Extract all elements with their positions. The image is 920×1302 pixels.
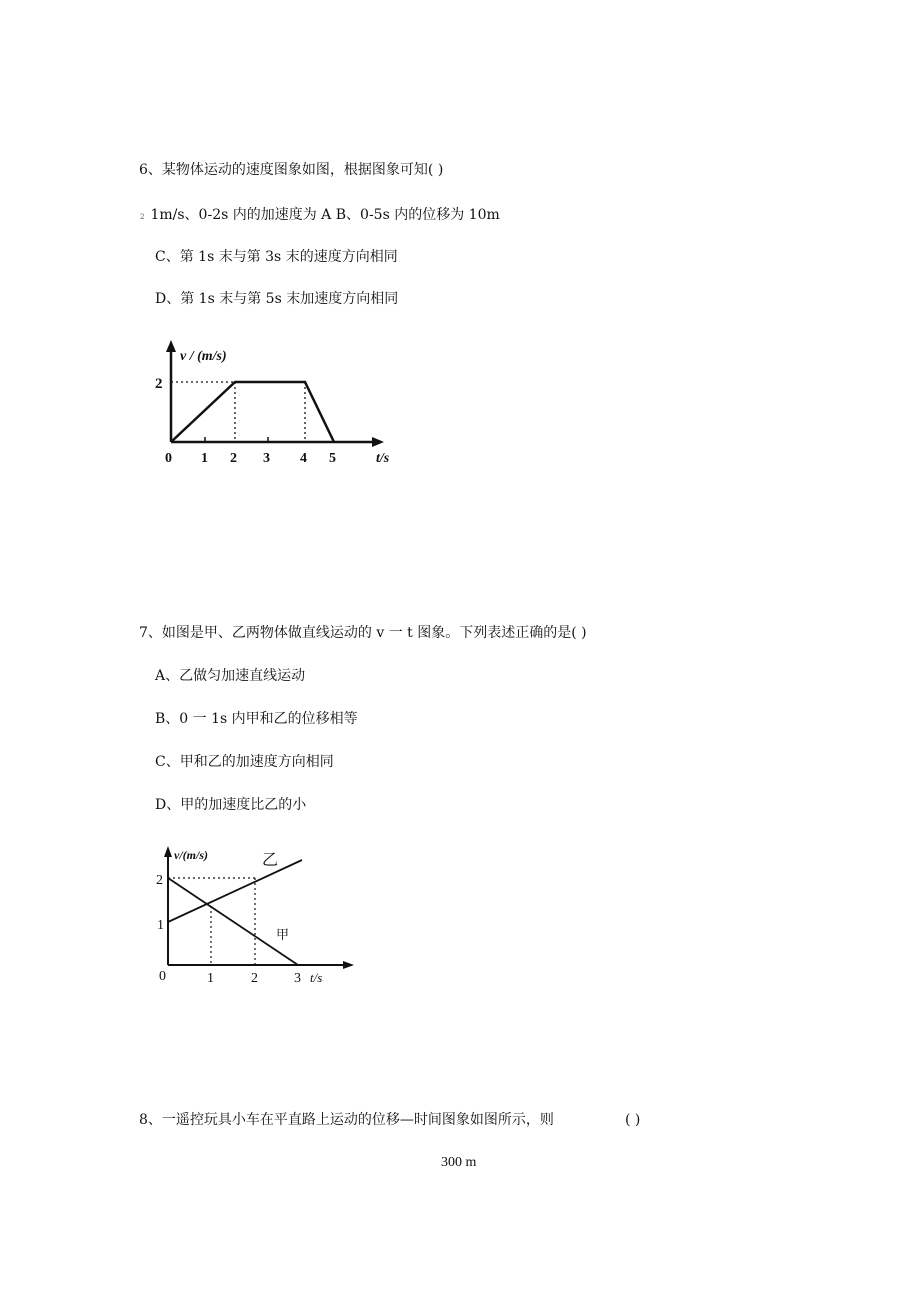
q7-x-tick-1: 1: [207, 971, 214, 986]
q7-x-label: t/s: [310, 970, 323, 985]
q8-bracket: ( ): [625, 1112, 641, 1128]
q6-x-tick-1: 1: [201, 451, 208, 466]
q6-y-arrow: [166, 340, 176, 352]
q6-options-ab-text: 1m/s、0-2s 内的加速度为 A B、0-5s 内的位移为 10m: [150, 207, 500, 223]
q6-x-tick-2: 2: [230, 451, 237, 466]
q7-x-tick-2: 2: [251, 971, 258, 986]
q7-option-a: A、乙做匀加速直线运动: [155, 668, 306, 684]
q6-y-label: v / (m/s): [180, 349, 227, 364]
q7-x-tick-0: 0: [159, 969, 166, 984]
q6-velocity-line: [171, 382, 334, 442]
q6-x-tick-0: 0: [165, 451, 172, 466]
q7-y-arrow: [164, 846, 172, 857]
q8-stem: 8、一遥控玩具小车在平直路上运动的位移—时间图象如图所示，则: [139, 1112, 554, 1128]
q7-y-label: v/(m/s): [174, 848, 208, 862]
q7-velocity-graph: [150, 840, 370, 990]
q6-options-ab-prefix: 2: [140, 213, 145, 221]
q6-option-d: D、第 1s 末与第 5s 末加速度方向相同: [155, 291, 399, 307]
q7-option-c: C、甲和乙的加速度方向相同: [155, 754, 334, 770]
q6-stem: 6、某物体运动的速度图象如图，根据图象可知( ): [139, 162, 444, 178]
q7-x-arrow: [343, 961, 354, 969]
q6-x-arrow: [372, 437, 384, 447]
q7-label-jia: 甲: [276, 927, 290, 942]
q6-x-label: t/s: [376, 451, 390, 466]
q7-stem: 7、如图是甲、乙两物体做直线运动的 v 一 t 图象。下列表述正确的是( ): [139, 625, 587, 641]
q6-velocity-graph: [150, 338, 420, 473]
q6-options-ab: [140, 205, 500, 227]
q8-graph-label: 300 m: [441, 1155, 477, 1170]
q7-option-d: D、甲的加速度比乙的小: [155, 797, 307, 813]
q6-option-c: C、第 1s 末与第 3s 末的速度方向相同: [155, 249, 398, 265]
q6-y-tick-2: 2: [155, 376, 163, 392]
q6-x-tick-4: 4: [300, 451, 307, 466]
q7-option-b: B、0 一 1s 内甲和乙的位移相等: [155, 711, 358, 727]
q7-x-tick-3: 3: [294, 971, 301, 986]
q7-y-tick-2: 2: [156, 873, 163, 888]
q7-label-yi: 乙: [262, 852, 279, 869]
q7-y-tick-1: 1: [157, 918, 164, 933]
q6-x-tick-3: 3: [263, 451, 270, 466]
q6-x-tick-5: 5: [329, 451, 336, 466]
